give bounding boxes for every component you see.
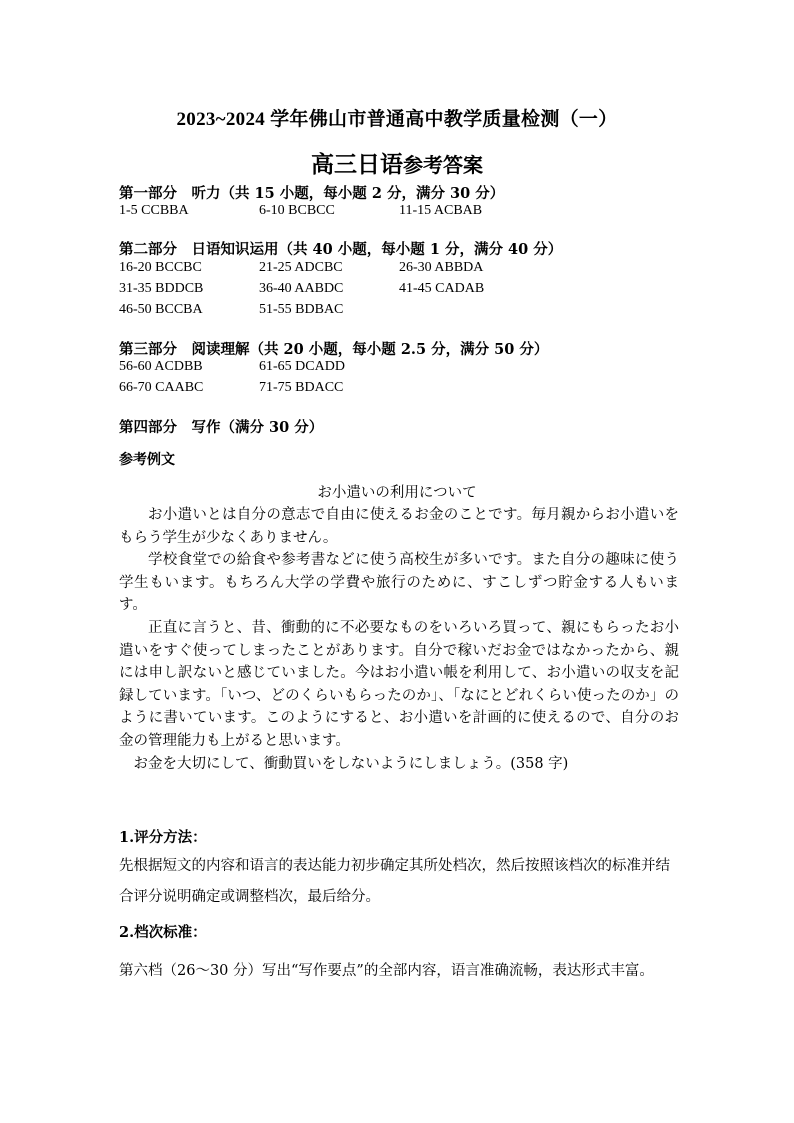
answer-group: 51-55 BDBAC <box>259 302 344 317</box>
essay-paragraph: お金を大切にして、衝動買いをしないようにしましょう。(358 字) <box>133 755 569 772</box>
answer-group: 31-35 BDDCB <box>119 281 204 296</box>
scoring-method-heading <box>119 826 679 847</box>
document-subtitle <box>0 146 794 179</box>
scoring-method <box>119 851 679 913</box>
scoring-method-text: 先根据短文的内容和语言的表达能力初步确定其所处档次，然后按照该档次的标准并结合评分说明确定或调整档次，最后给分。 <box>119 858 670 905</box>
grading-standard-title: 2.档次标准： <box>119 924 207 941</box>
answer-group: 66-70 CAABC <box>119 380 204 395</box>
answer-group: 36-40 AABDC <box>259 281 344 296</box>
scoring-method-title: 1.评分方法： <box>119 829 207 846</box>
answer-group: 56-60 ACDBB <box>119 359 203 374</box>
answer-group: 16-20 BCCBC <box>119 260 202 275</box>
part3-heading: 第三部分 阅读理解（共 20 小题，每小题 2.5 分，满分 50 分） <box>119 341 549 358</box>
essay-body <box>119 504 679 775</box>
grading-standard-heading <box>119 921 679 942</box>
answer-group: 11-15 ACBAB <box>399 203 483 218</box>
subtitle-answer-key: 参考答案 <box>403 153 483 177</box>
sample-essay-label: 参考例文 <box>119 452 175 468</box>
answer-group: 41-45 CADAB <box>399 281 485 296</box>
answer-group: 46-50 BCCBA <box>119 302 203 317</box>
essay-paragraph: お小遣いとは自分の意志で自由に使えるお金のことです。毎月親からお小遣いをもらう学生が少なくありません。 <box>119 507 679 546</box>
grading-standard <box>119 952 679 990</box>
part1-heading: 第一部分 听力（共 15 小题，每小题 2 分，满分 30 分） <box>119 185 505 202</box>
grading-standard-text: 第六档（26～30 分）写出“写作要点”的全部内容，语言准确流畅，表达形式丰富。 <box>119 963 654 979</box>
answer-group: 61-65 DCADD <box>259 359 345 374</box>
answer-group: 21-25 ADCBC <box>259 260 343 275</box>
subtitle-subject: 高三日语 <box>311 151 403 178</box>
essay-paragraph: 学校食堂での給食や参考書などに使う高校生が多いです。また自分の趣味に使う学生もいます。もちろん大学の学費や旅行のために、すこしずつ貯金する人もいます。 <box>119 552 679 614</box>
part4-heading: 第四部分 写作（满分 30 分） <box>119 419 324 436</box>
essay-title: お小遣いの利用について <box>317 485 477 501</box>
essay-paragraph: 正直に言うと、昔、衝動的に不必要なものをいろいろ買って、親にもらったお小遣いをすぐ使ってしまったことがあります。自分で稼いだお金ではなかったから、親には申し訳ないと感じていました。今はお小遣い帳を利用して、お小遣いの収支を記録しています。「いつ、どのくらいもらったのか」、「なにとどれくらい使ったのか」のように書いています。このようにすると、お小遣いを計画的に使えるので、自分のお金の管理能力も上がると思います。 <box>119 619 679 749</box>
answer-group: 71-75 BDACC <box>259 380 344 395</box>
answer-group: 26-30 ABBDA <box>399 260 484 275</box>
document-title: 2023~2024 学年佛山市普通高中教学质量检测（一） <box>176 109 618 130</box>
answer-group: 6-10 BCBCC <box>259 203 335 218</box>
part2-heading: 第二部分 日语知识运用（共 40 小题，每小题 1 分，满分 40 分） <box>119 241 563 258</box>
answer-group: 1-5 CCBBA <box>119 203 189 218</box>
